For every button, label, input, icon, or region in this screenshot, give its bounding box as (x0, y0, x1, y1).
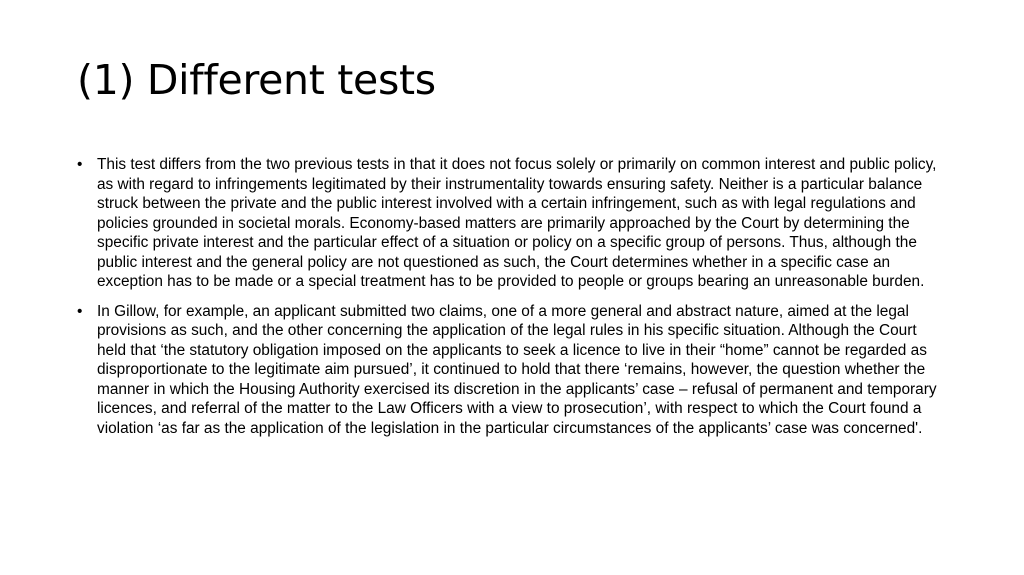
bullet-text: In Gillow, for example, an applicant submitted two claims, one of a more general and abstract nature, aimed at the legal provisions as such, and the other concerning the application of the legal rules in his specific situation. Although the Court held that ‘the statutory obligation imposed on the applicants to seek a licence to live in their “home” cannot be regarded as disproportionate to the legitimate aim pursued’, it continued to hold that there ‘remains, however, the question whether the manner in which the Housing Authority exercised its discretion in the applicants’ case – refusal of permanent and temporary licences, and referral of the matter to the Law Officers with a view to prosecution’, with respect to which the Court found a violation ‘as far as the application of the legislation in the particular circumstances of the applicants’ case was concerned'. (97, 302, 937, 437)
bullet-text: This test differs from the two previous tests in that it does not focus solely or primarily on common interest and public policy, as with regard to infringements legitimated by their instrumentality towards ensuring safety. Neither is a particular balance struck between the private and the public interest involved with a certain infringement, such as with legal regulations and policies grounded in societal morals. Economy-based matters are primarily approached by the Court by determining the specific private interest and the particular effect of a situation or policy on a specific group of persons. Thus, although the public interest and the general policy are not questioned as such, the Court determines whether in a specific case an exception has to be made or a special treatment has to be provided to people or groups bearing an unreasonable burden. (97, 156, 937, 290)
bullet-item (77, 302, 947, 439)
slide-title: (1) Different tests (77, 56, 436, 104)
bullet-list (77, 155, 947, 448)
bullet-dot: • (77, 302, 83, 320)
bullet-dot: • (77, 156, 83, 173)
bullet-item (77, 155, 947, 292)
